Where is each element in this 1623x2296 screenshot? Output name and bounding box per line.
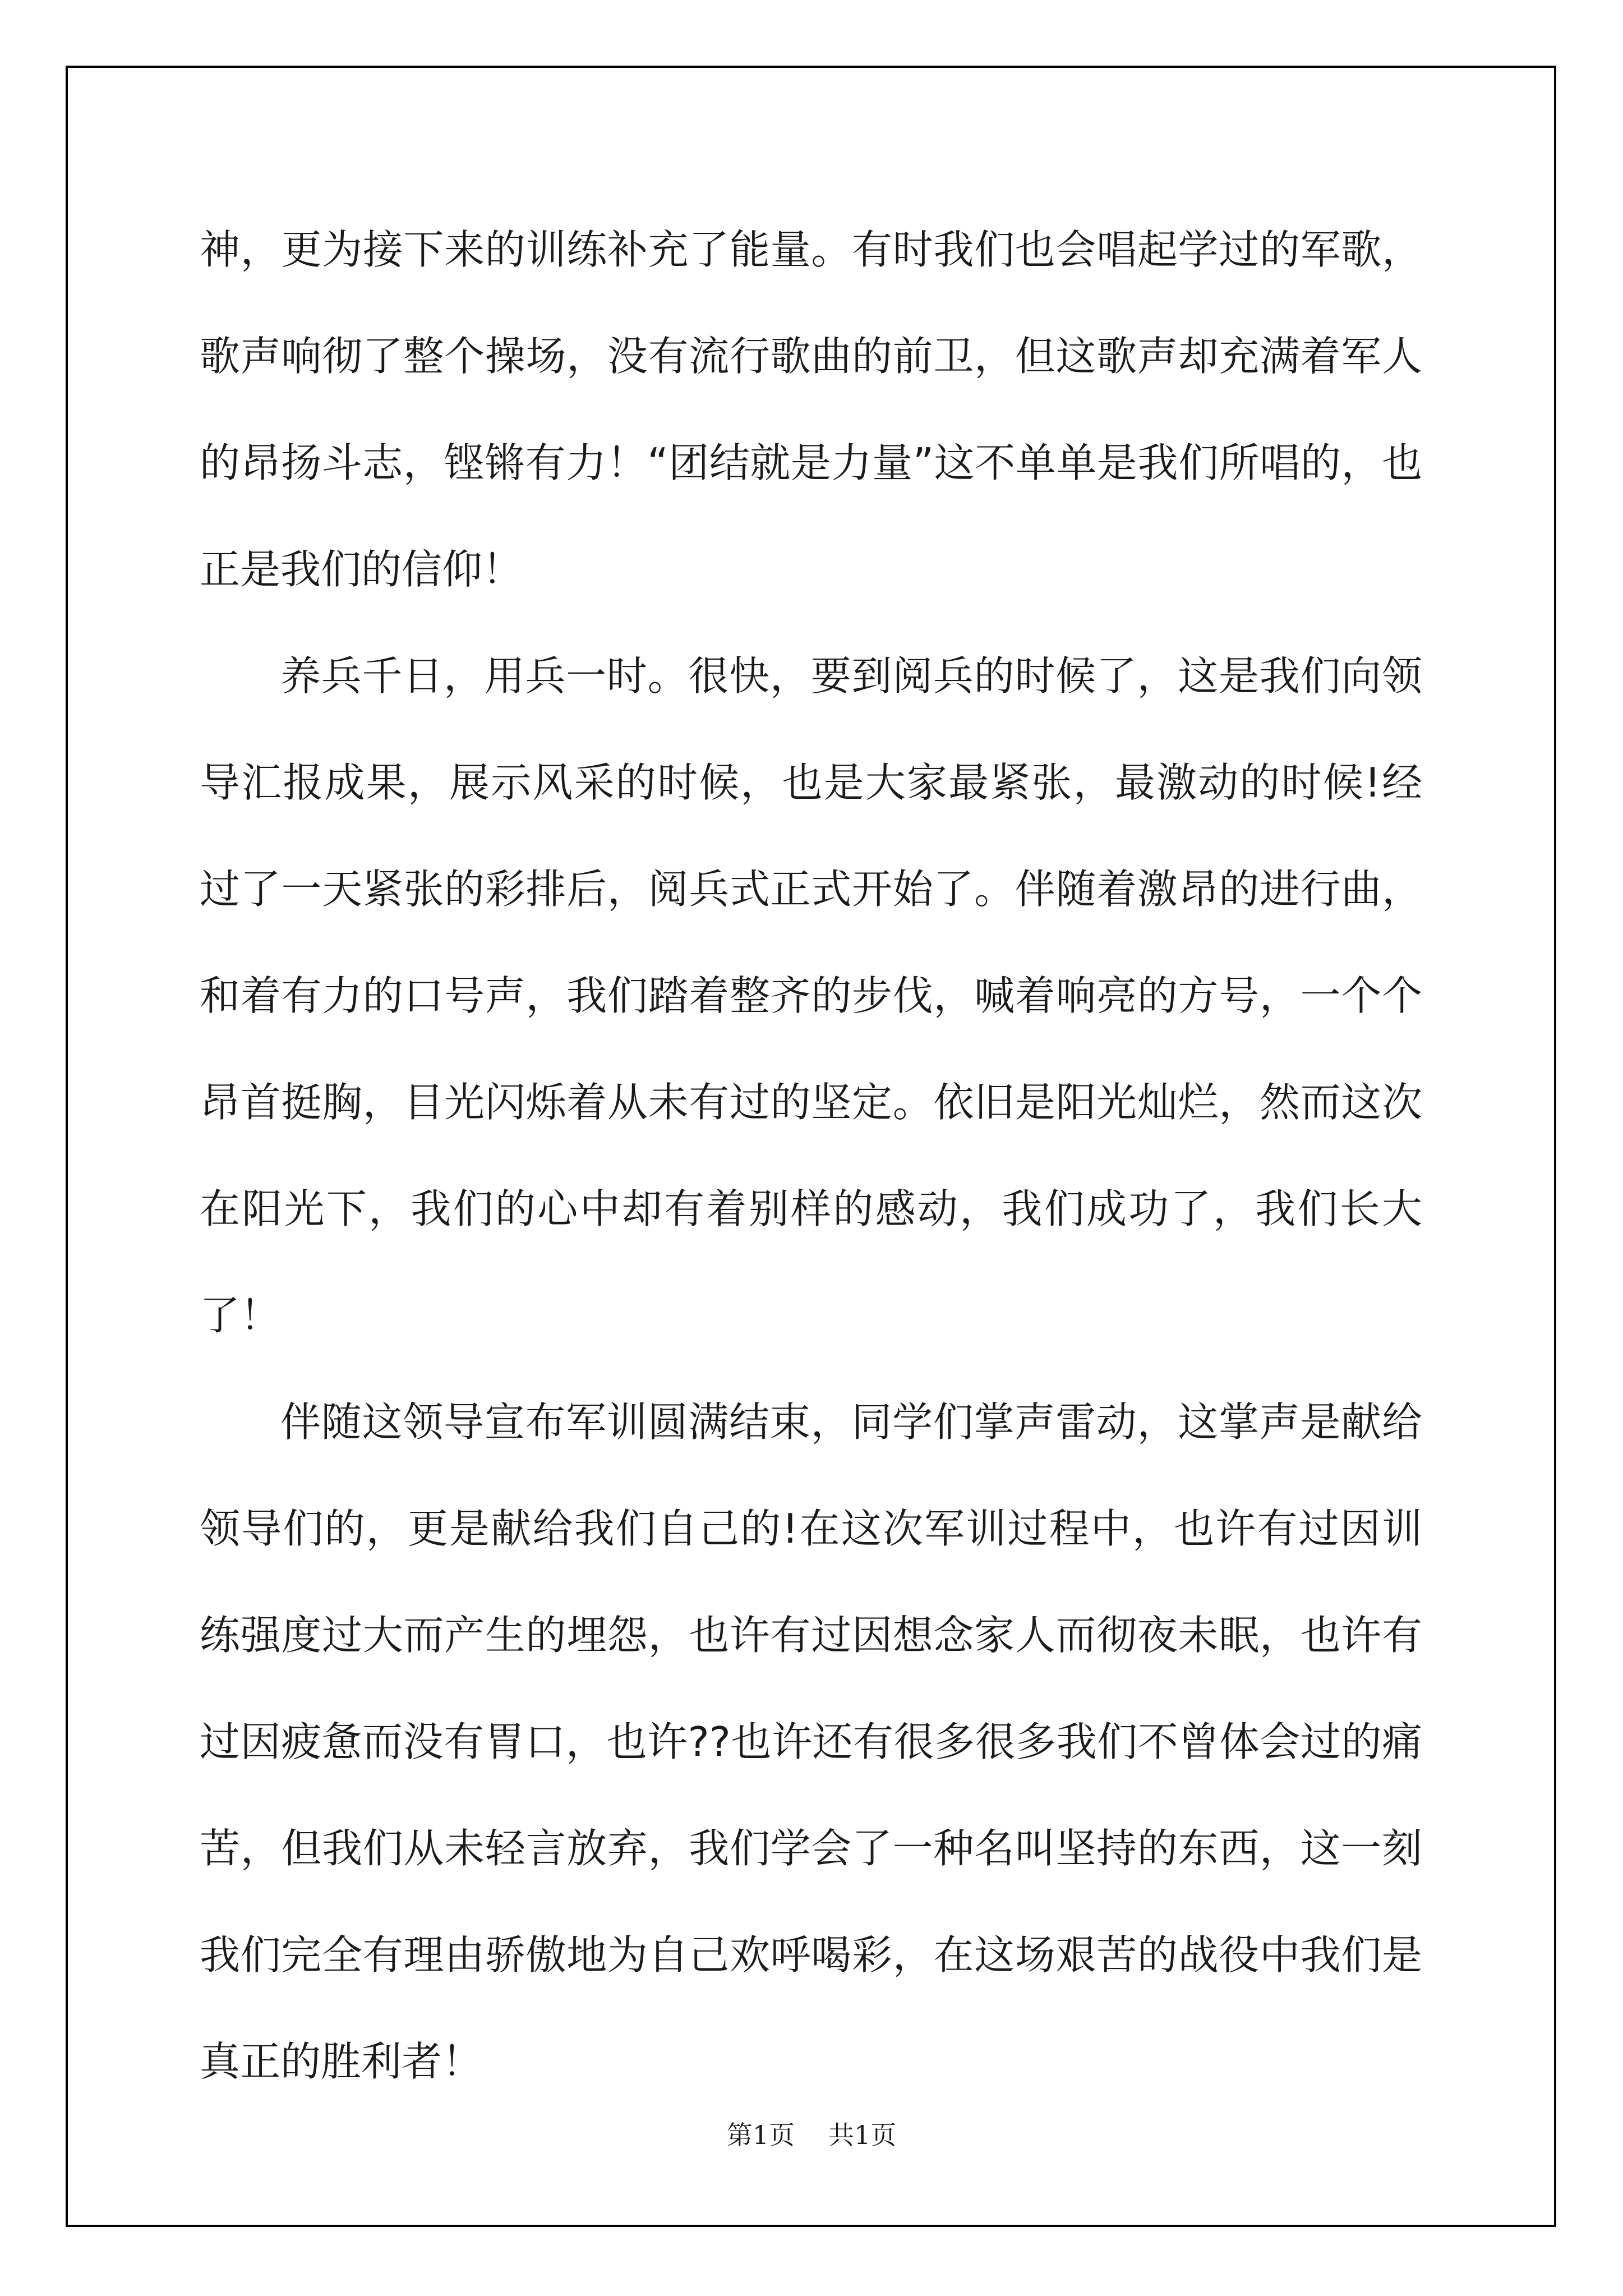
page-total: 共1页 xyxy=(828,2120,897,2150)
paragraph-1: 神，更为接下来的训练补充了能量。有时我们也会唱起学过的军歌，歌声响彻了整个操场，没有流行歌曲的前卫，但这歌声却充满着军人的昂扬斗志，铿锵有力！“团结就是力量”这不单单是我们所唱的，也正是我们的信仰！ xyxy=(200,226,1422,593)
paragraph-2: 养兵千日，用兵一时。很快，要到阅兵的时候了，这是我们向领导汇报成果，展示风采的时候，也是大家最紧张，最激动的时候!经过了一天紧张的彩排后，阅兵式正式开始了。伴随着激昂的进行曲，和着有力的口号声，我们踏着整齐的步伐，喊着响亮的方号，一个个昂首挺胸，目光闪烁着从未有过的坚定。依旧是阳光灿烂，然而这次在阳光下，我们的心中却有着别样的感动，我们成功了，我们长大了！ xyxy=(200,652,1422,1339)
page-number: 第1页 xyxy=(726,2120,795,2150)
document-body xyxy=(200,196,1422,2115)
page-footer xyxy=(0,2115,1623,2152)
paragraph-3: 伴随这领导宣布军训圆满结束，同学们掌声雷动，这掌声是献给领导们的，更是献给我们自己的!在这次军训过程中，也许有过因训练强度过大而产生的埋怨，也许有过因想念家人而彻夜未眠，也许有过因疲惫而没有胃口，也许??也许还有很多很多我们不曾体会过的痛苦，但我们从未轻言放弃，我们学会了一种名叫坚持的东西，这一刻我们完全有理由骄傲地为自己欢呼喝彩，在这场艰苦的战役中我们是真正的胜利者！ xyxy=(200,1398,1422,2085)
